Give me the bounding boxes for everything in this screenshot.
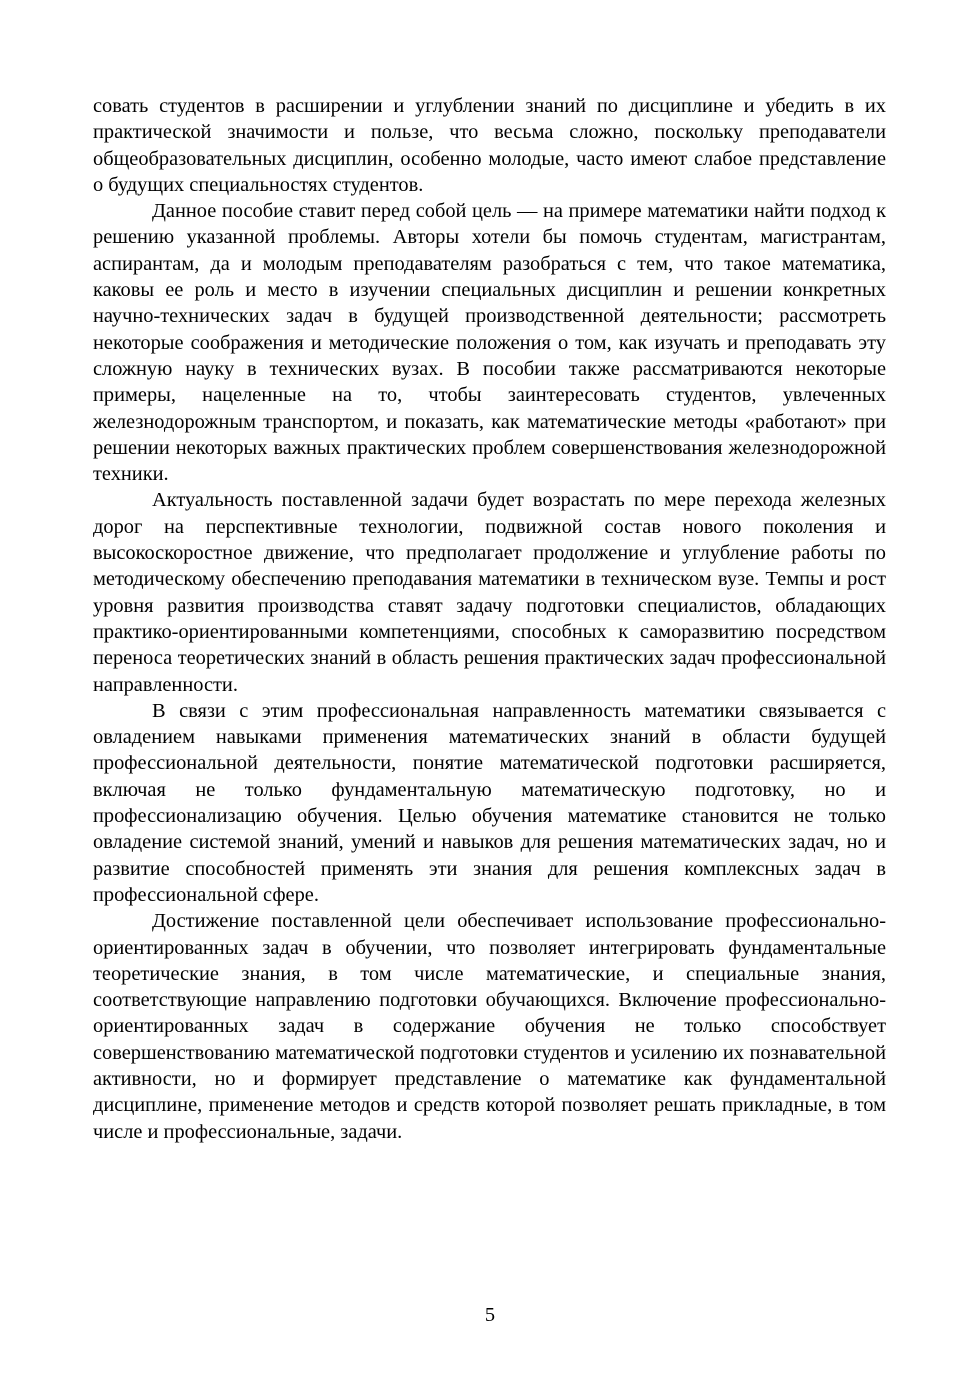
page-number: 5 xyxy=(484,1304,496,1326)
paragraph-professional-orientation: В связи с этим профессиональная направленность математики связывается с овладением навыками применения математических знаний в области будущей профессиональной деятельности, понятие математической подготовки расширяется, включая не только фундаментальную математическую подготовку, но и профессионализацию обучения. Целью обучения математике становится не только овладение системой знаний, умений и навыков для решения математических задач, но и развитие способностей применять эти знания для решения комплексных задач в профессиональной сфере. xyxy=(93,699,886,906)
paragraph-purpose: Данное пособие ставит перед собой цель — на примере математики найти подход к решению указанной проблемы. Авторы хотели бы помочь студентам, магистрантам, аспирантам, да и молодым преподавателям разобраться с тем, что такое математика, каковы ее роль и место в изучении специальных дисциплин и решении конкретных научно-технических задач в будущей производственной деятельности; рассмотреть некоторые соображения и методические положения о том, как изучать и преподавать эту сложную науку в технических вузах. В пособии также рассматриваются некоторые примеры, нацеленные на то, чтобы заинтересовать студентов, увлеченных железнодорожным транспортом, и показать, как математические методы «работают» при решении некоторых важных практических проблем совершенствования железнодорожной техники. xyxy=(93,200,886,486)
page-body xyxy=(93,93,886,1145)
paragraph-continuation: совать студентов в расширении и углублении знаний по дисциплине и убедить в их практической значимости и пользе, что весьма сложно, поскольку преподаватели общеобразовательных дисциплин, особенно молодые, часто имеют слабое представление о будущих специальностях студентов. xyxy=(93,95,886,196)
paragraph-goal-achievement: Достижение поставленной цели обеспечивает использование профессионально-ориентированных задач в обучении, что позволяет интегрировать фундаментальные теоретические знания, в том числе математические, и специальные знания, соответствующие направлению подготовки обучающихся. Включение профессионально-ориентированных задач в содержание обучения не только способствует совершенствованию математической подготовки студентов и усилению их познавательной активности, но и формирует представление о математике как фундаментальной дисциплине, применение методов и средств которой позволяет решать прикладные, в том числе и профессиональные, задачи. xyxy=(93,910,886,1143)
paragraph-relevance: Актуальность поставленной задачи будет возрастать по мере перехода железных дорог на перспективные технологии, подвижной состав нового поколения и высокоскоростное движение, что предполагает продолжение и углубление работы по методическому обеспечению преподавания математики в техническом вузе. Темпы и рост уровня развития производства ставят задачу подготовки специалистов, обладающих практико-ориентированными компетенциями, способных к саморазвитию посредством переноса теоретических знаний в область решения практических задач профессиональной направленности. xyxy=(93,489,886,696)
